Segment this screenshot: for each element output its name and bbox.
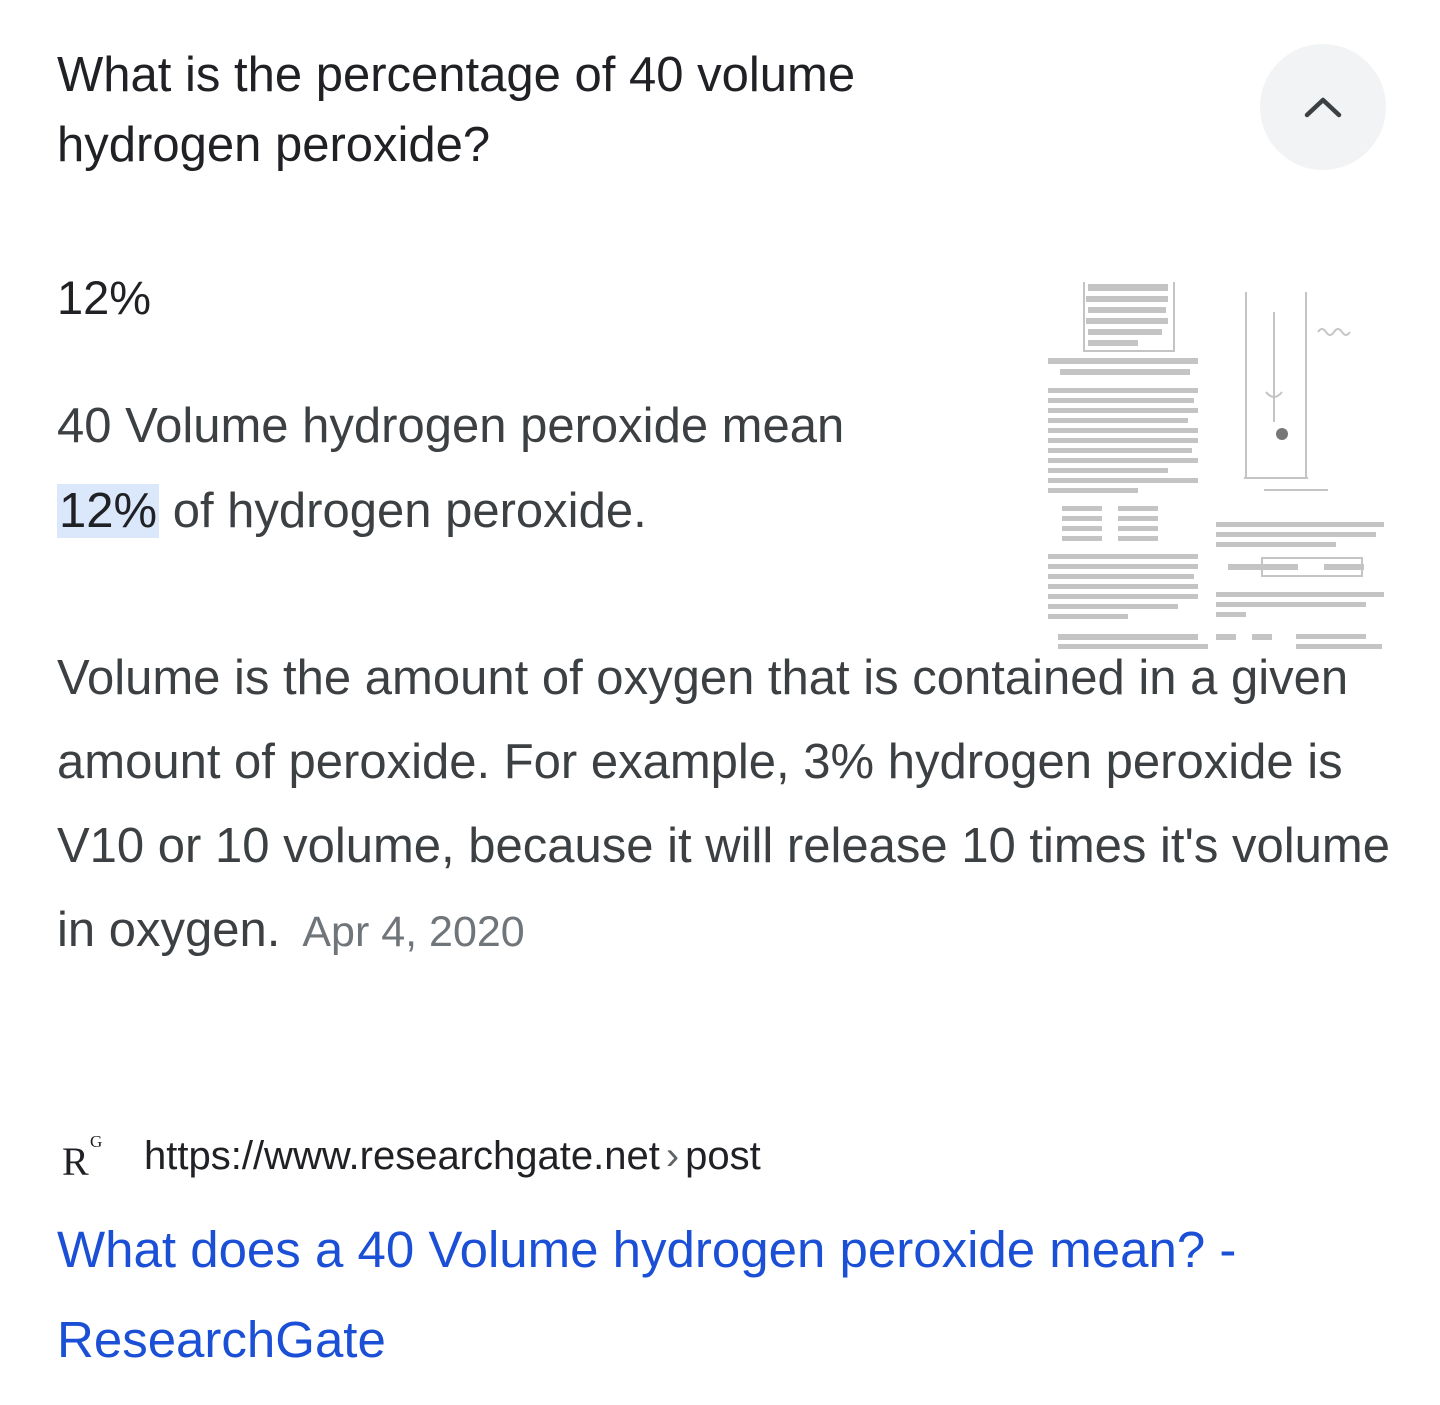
url-base: https://www.researchgate.net	[144, 1133, 660, 1178]
source-line[interactable]	[60, 1128, 761, 1184]
favicon-superscript: G	[90, 1132, 103, 1151]
detail-paragraph	[57, 636, 1397, 974]
collapse-button[interactable]	[1260, 44, 1386, 170]
url-separator: ›	[665, 1133, 680, 1178]
snippet-line-2: of hydrogen peroxide.	[159, 484, 647, 538]
url-path: post	[685, 1133, 761, 1178]
source-url[interactable]	[144, 1134, 761, 1179]
short-answer: 12%	[57, 271, 152, 324]
snippet-date: Apr 4, 2020	[302, 908, 525, 956]
favicon-letter: R	[62, 1139, 89, 1184]
detail-text: Volume is the amount of oxygen that is contained in a given amount of peroxide. For example, 3% hydrogen peroxide is V10 or 10 volume, because it will release 10 times it's volume in oxygen.	[57, 651, 1390, 957]
snippet-text	[57, 384, 1017, 554]
highlighted-answer: 12%	[59, 484, 158, 538]
snippet-line-1: 40 Volume hydrogen peroxide mean	[57, 399, 845, 453]
thumbnail-image[interactable]	[1028, 282, 1388, 660]
chevron-up-icon	[1301, 94, 1345, 120]
question-heading: What is the percentage of 40 volume hydrogen peroxide?	[57, 48, 856, 172]
result-title-link[interactable]: What does a 40 Volume hydrogen peroxide mean? - ResearchGate	[57, 1221, 1237, 1368]
researchgate-favicon-icon	[60, 1128, 120, 1184]
